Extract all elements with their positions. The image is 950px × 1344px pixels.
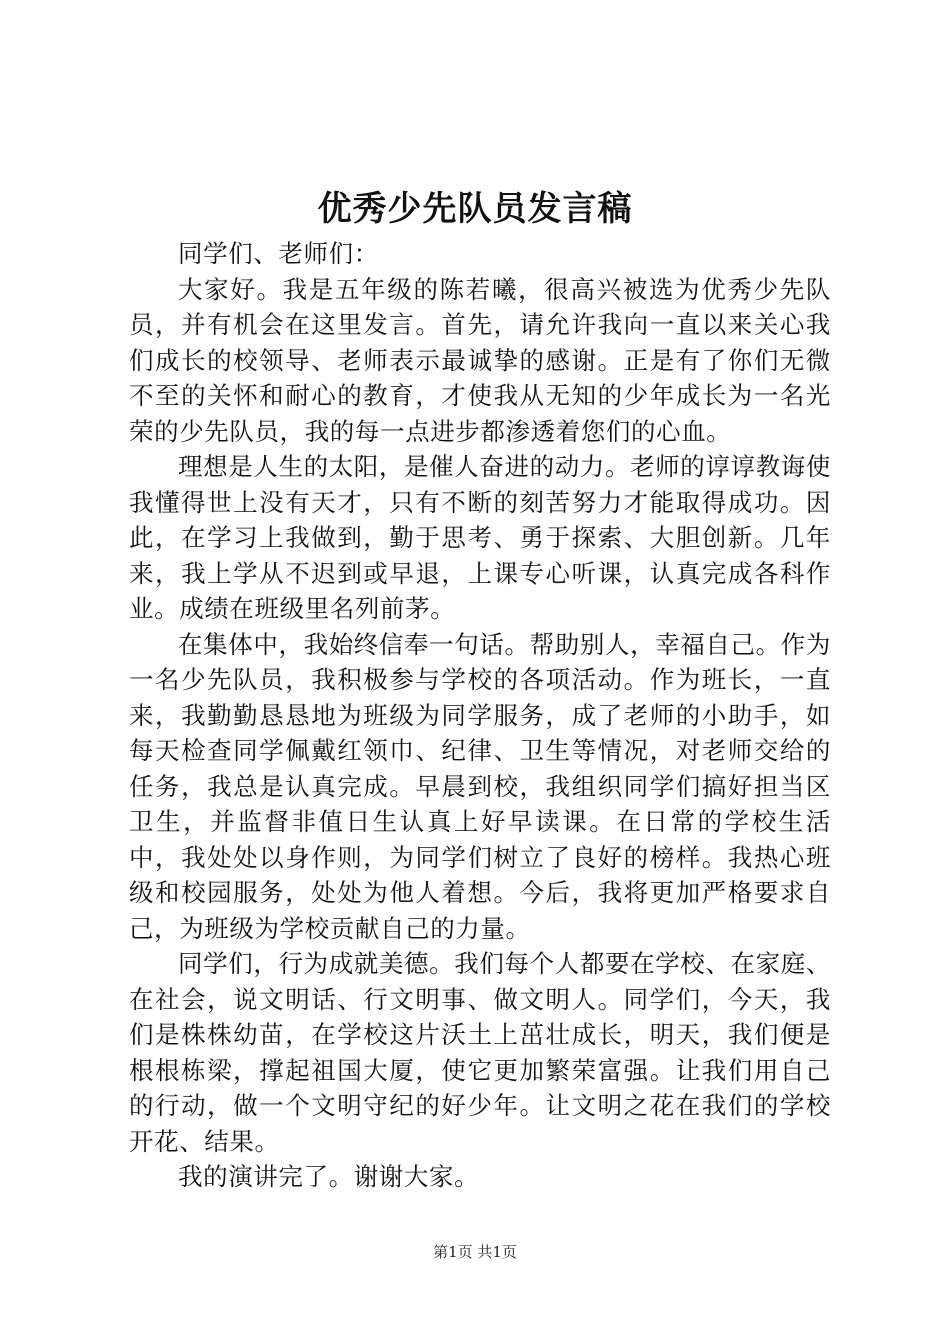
page-number-footer: 第1页 共1页 [433, 1243, 517, 1261]
document-body [129, 236, 831, 1195]
body-paragraph: 同学们，行为成就美德。我们每个人都要在学校、在家庭、在社会，说文明话、行文明事、做文明人。同学们，今天，我们是株株幼苗，在学校这片沃土上茁壮成长，明天，我们便是根根栋梁，撑起祖国大厦，使它更加繁荣富强。让我们用自己的行动，做一个文明守纪的好少年。让文明之花在我们的学校开花、结果。 [129, 949, 831, 1156]
body-paragraph: 大家好。我是五年级的陈若曦，很高兴被选为优秀少先队员，并有机会在这里发言。首先，请允许我向一直以来关心我们成长的校领导、老师表示最诚挚的感谢。正是有了你们无微不至的关怀和耐心的教育，才使我从无知的少年成长为一名光荣的少先队员，我的每一点进步都渗透着您们的心血。 [129, 274, 831, 446]
closing-paragraph: 我的演讲完了。谢谢大家。 [178, 1162, 480, 1191]
salutation-paragraph: 同学们、老师们： [178, 239, 379, 268]
document-title: 优秀少先队员发言稿 [317, 189, 633, 229]
body-paragraph: 理想是人生的太阳，是催人奋进的动力。老师的谆谆教诲使我懂得世上没有天才，只有不断的刻苦努力才能取得成功。因此，在学习上我做到，勤于思考、勇于探索、大胆创新。几年来，我上学从不迟到或早退，上课专心听课，认真完成各科作业。成绩在班级里名列前茅。 [129, 452, 831, 623]
body-paragraph: 在集体中，我始终信奉一句话。帮助别人，幸福自己。作为一名少先队员，我积极参与学校的各项活动。作为班长，一直来，我勤勤恳恳地为班级为同学服务，成了老师的小助手，如每天检查同学佩戴红领巾、纪律、卫生等情况，对老师交给的任务，我总是认真完成。早晨到校，我组织同学们搞好担当区卫生，并监督非值日生认真上好早读课。在日常的学校生活中，我处处以身作则，为同学们树立了良好的榜样。我热心班级和校园服务，处处为他人着想。今后，我将更加严格要求自己，为班级为学校贡献自己的力量。 [129, 629, 831, 943]
